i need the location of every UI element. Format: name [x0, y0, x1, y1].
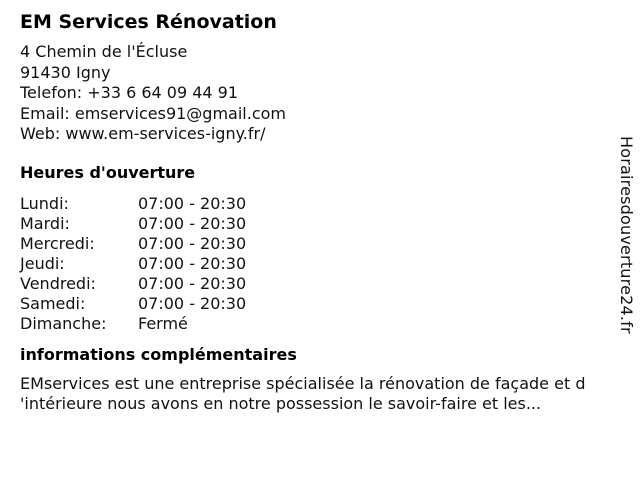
- hours-day: Dimanche:: [20, 313, 107, 333]
- hours-row-thursday: [20, 254, 620, 274]
- business-name: EM Services Rénovation: [20, 11, 277, 33]
- hours-time: Fermé: [138, 313, 188, 333]
- hours-row-friday: [20, 274, 620, 294]
- hours-day: Samedi:: [20, 293, 86, 313]
- business-card: [20, 10, 620, 415]
- hours-time: 07:00 - 20:30: [138, 293, 247, 313]
- additional-info-text: [20, 374, 632, 415]
- info-line-2: 'intérieure nous avons en notre possession le savoir-faire et les...: [20, 394, 542, 413]
- hours-row-tuesday: [20, 214, 620, 234]
- email-line: Email: emservices91@gmail.com: [20, 103, 286, 123]
- contact-block: [20, 42, 620, 145]
- hours-row-sunday: [20, 314, 620, 334]
- hours-day: Mardi:: [20, 213, 70, 233]
- hours-time: 07:00 - 20:30: [138, 233, 247, 253]
- opening-hours-heading: Heures d'ouverture: [20, 162, 196, 182]
- hours-time: 07:00 - 20:30: [138, 213, 247, 233]
- web-line: Web: www.em-services-igny.fr/: [20, 124, 266, 143]
- hours-day: Mercredi:: [20, 233, 95, 253]
- additional-info-heading: informations complémentaires: [20, 344, 297, 364]
- hours-time: 07:00 - 20:30: [138, 253, 247, 273]
- opening-hours-table: [20, 194, 620, 334]
- hours-time: 07:00 - 20:30: [138, 193, 247, 213]
- postal-city: 91430 Igny: [20, 62, 111, 82]
- info-line-1: EMservices est une entreprise spécialisée la rénovation de façade et d: [20, 373, 586, 393]
- hours-day: Jeudi:: [20, 253, 65, 273]
- hours-day: Lundi:: [20, 193, 69, 213]
- hours-row-saturday: [20, 294, 620, 314]
- hours-row-wednesday: [20, 234, 620, 254]
- site-watermark: Horairesdouverture24.fr: [617, 136, 636, 334]
- hours-day: Vendredi:: [20, 273, 96, 293]
- hours-row-monday: [20, 194, 620, 214]
- hours-time: 07:00 - 20:30: [138, 273, 247, 293]
- phone-line: Telefon: +33 6 64 09 44 91: [20, 83, 239, 102]
- street-address: 4 Chemin de l'Écluse: [20, 42, 188, 61]
